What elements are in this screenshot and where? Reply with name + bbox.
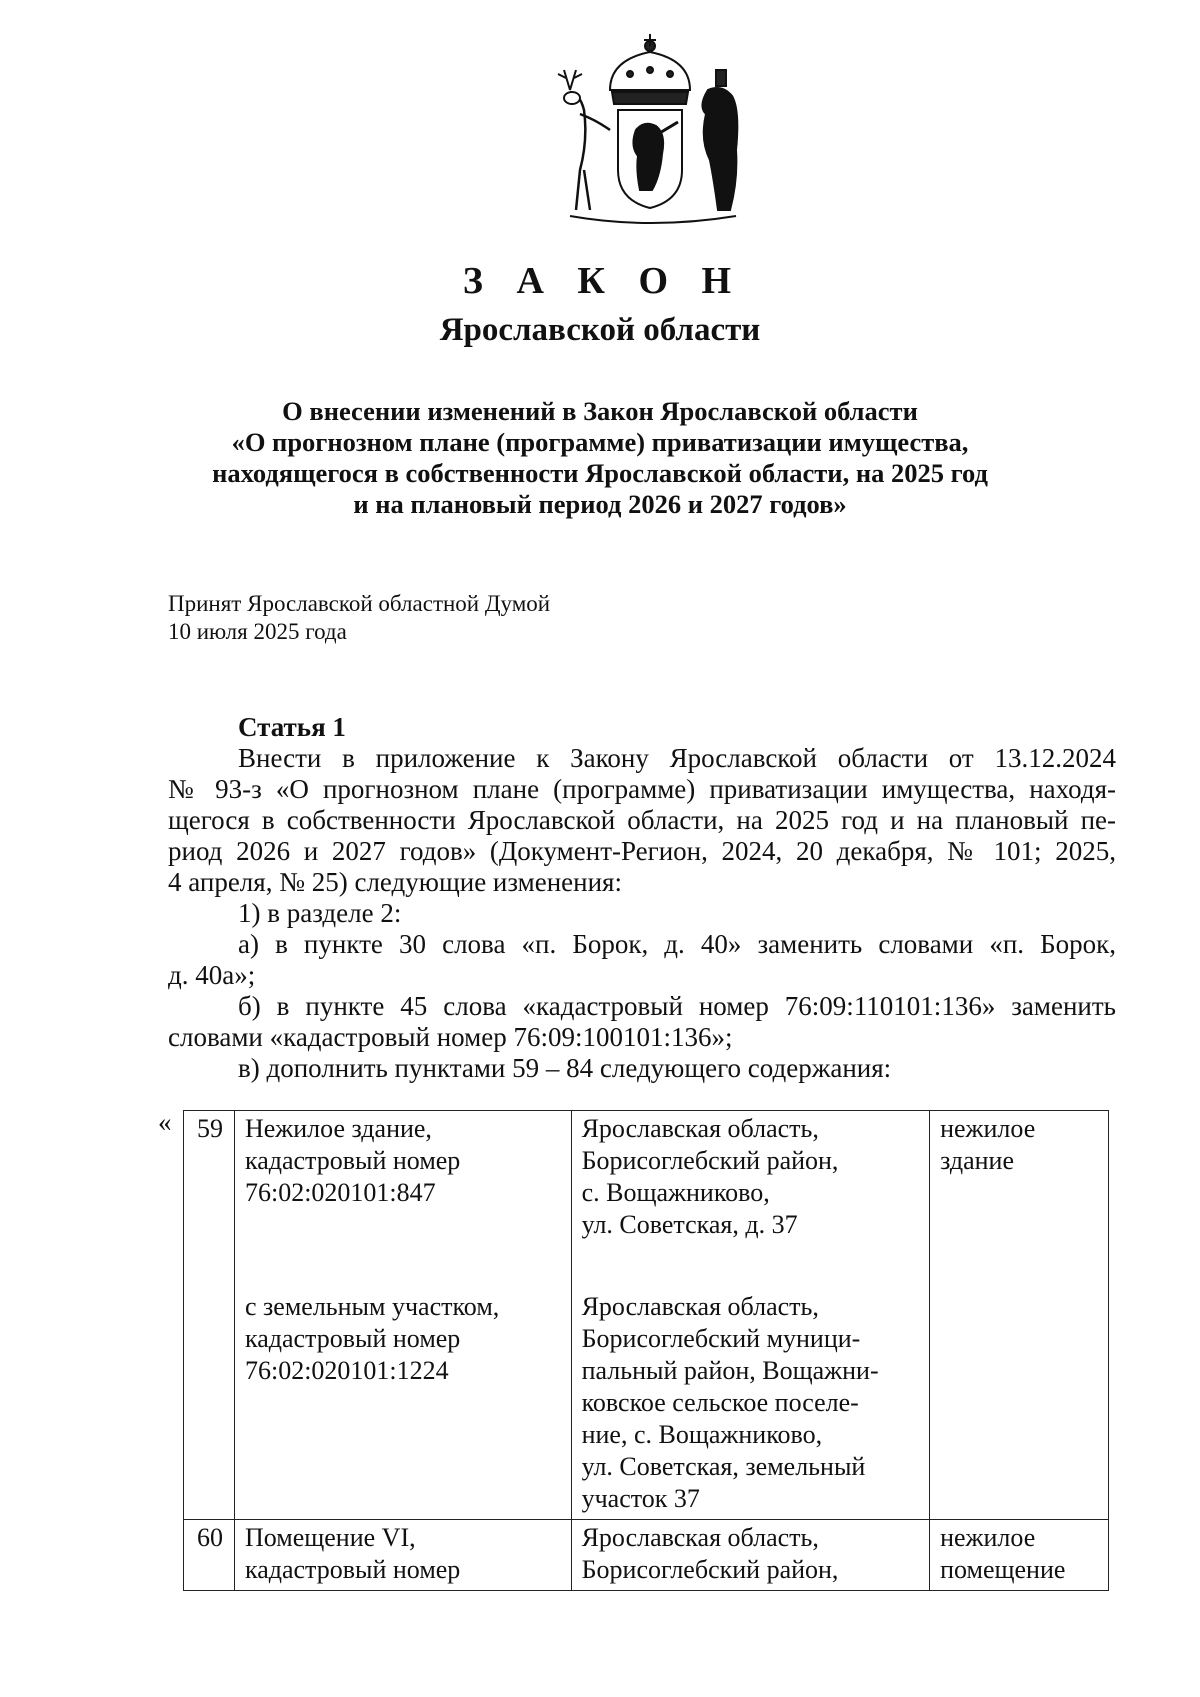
cell-line: кадастровый номер: [244, 1146, 461, 1175]
cell-line: нежилое: [940, 1523, 1036, 1552]
cell-line: ковское сельское поселе-: [581, 1388, 859, 1417]
cell-line: нежилое: [940, 1114, 1036, 1143]
cell-line: кадастровый номер: [244, 1555, 461, 1584]
text-line: словами «кадастровый номер 76:09:100101:136»;: [168, 1022, 733, 1052]
row-number: 59: [184, 1111, 235, 1520]
address-cell: [571, 1111, 929, 1520]
cell-line: пальный район, Вощажни-: [581, 1356, 879, 1385]
row-number: 60: [184, 1520, 235, 1591]
cell-line: участок 37: [581, 1484, 700, 1513]
law-title-block: [0, 258, 1200, 352]
object-name-cell: [234, 1111, 571, 1520]
adoption-note: [168, 590, 550, 646]
cell-line: помещение: [940, 1555, 1066, 1584]
property-table: [183, 1110, 1109, 1591]
yaroslavl-coat-of-arms-icon: [540, 30, 760, 230]
text-line: № 93-з «О прогнозном плане (программе) приватизации имущества, находя-: [168, 774, 1116, 804]
address-cell: [571, 1520, 929, 1591]
article-1: [168, 712, 1116, 1084]
item-a: [168, 929, 1116, 991]
cell-line: Борисоглебский район,: [581, 1146, 839, 1175]
object-name-cell: [234, 1520, 571, 1591]
text-line: щегося в собственности Ярославской области, на 2025 год и на плановый пе-: [168, 805, 1116, 835]
cell-line: здание: [940, 1146, 1015, 1175]
adoption-body: Принят Ярославской областной Думой: [168, 591, 551, 616]
cell-line: Борисоглебский муници-: [581, 1324, 861, 1353]
article-title: Статья 1: [238, 712, 346, 742]
heading-line: находящегося в собственности Ярославской области, на 2025 год: [212, 458, 988, 488]
article-intro: [168, 743, 1116, 898]
item-b: [168, 991, 1116, 1053]
text-line: а) в пункте 30 слова «п. Борок, д. 40» заменить словами «п. Борок,: [238, 929, 1116, 959]
text-line: риод 2026 и 2027 годов» (Документ-Регион, 2024, 20 декабря, № 101; 2025,: [168, 836, 1116, 866]
cell-line: Ярославская область,: [581, 1292, 819, 1321]
object-type-cell: [930, 1520, 1109, 1591]
text-line: 4 апреля, № 25) следующие изменения:: [168, 867, 622, 897]
text-line: 1) в разделе 2:: [238, 898, 402, 928]
cell-line: 76:02:020101:847: [244, 1178, 436, 1207]
quote-open-mark: «: [158, 1107, 172, 1137]
cell-line: ние, с. Вощажниково,: [581, 1420, 823, 1449]
heading-line: и на плановый период 2026 и 2027 годов»: [353, 489, 847, 519]
cell-line: кадастровый номер: [244, 1324, 461, 1353]
object-type-cell: [930, 1111, 1109, 1520]
text-line: Внести в приложение к Закону Ярославской области от 13.12.2024: [238, 743, 1116, 773]
law-heading: [150, 396, 1050, 520]
text-line: б) в пункте 45 слова «кадастровый номер 76:09:110101:136» заменить: [238, 991, 1116, 1021]
table-row: [184, 1111, 1109, 1520]
cell-line: с земельным участком,: [244, 1292, 500, 1321]
cell-line: 76:02:020101:1224: [244, 1356, 449, 1385]
cell-line: Ярославская область,: [581, 1114, 819, 1143]
cell-line: ул. Советская, д. 37: [581, 1210, 798, 1239]
cell-line: Нежилое здание,: [244, 1114, 432, 1143]
law-title: З А К О Н: [462, 260, 744, 302]
cell-line: Помещение VI,: [244, 1523, 416, 1552]
heading-line: О внесении изменений в Закон Ярославской области: [282, 396, 918, 426]
cell-line: Ярославская область,: [581, 1523, 819, 1552]
heading-line: «О прогнозном плане (программе) приватизации имущества,: [231, 427, 969, 457]
cell-line: с. Вощажниково,: [581, 1178, 770, 1207]
cell-line: Борисоглебский район,: [581, 1555, 839, 1584]
adoption-date: 10 июля 2025 года: [168, 619, 347, 644]
text-line: в) дополнить пунктами 59 – 84 следующего содержания:: [238, 1053, 892, 1083]
law-region: Ярославской области: [439, 312, 761, 348]
cell-line: ул. Советская, земельный: [581, 1452, 866, 1481]
item-1: [168, 898, 1116, 929]
item-c: [168, 1053, 1116, 1084]
text-line: д. 40а»;: [168, 960, 256, 990]
table-row: [184, 1520, 1109, 1591]
